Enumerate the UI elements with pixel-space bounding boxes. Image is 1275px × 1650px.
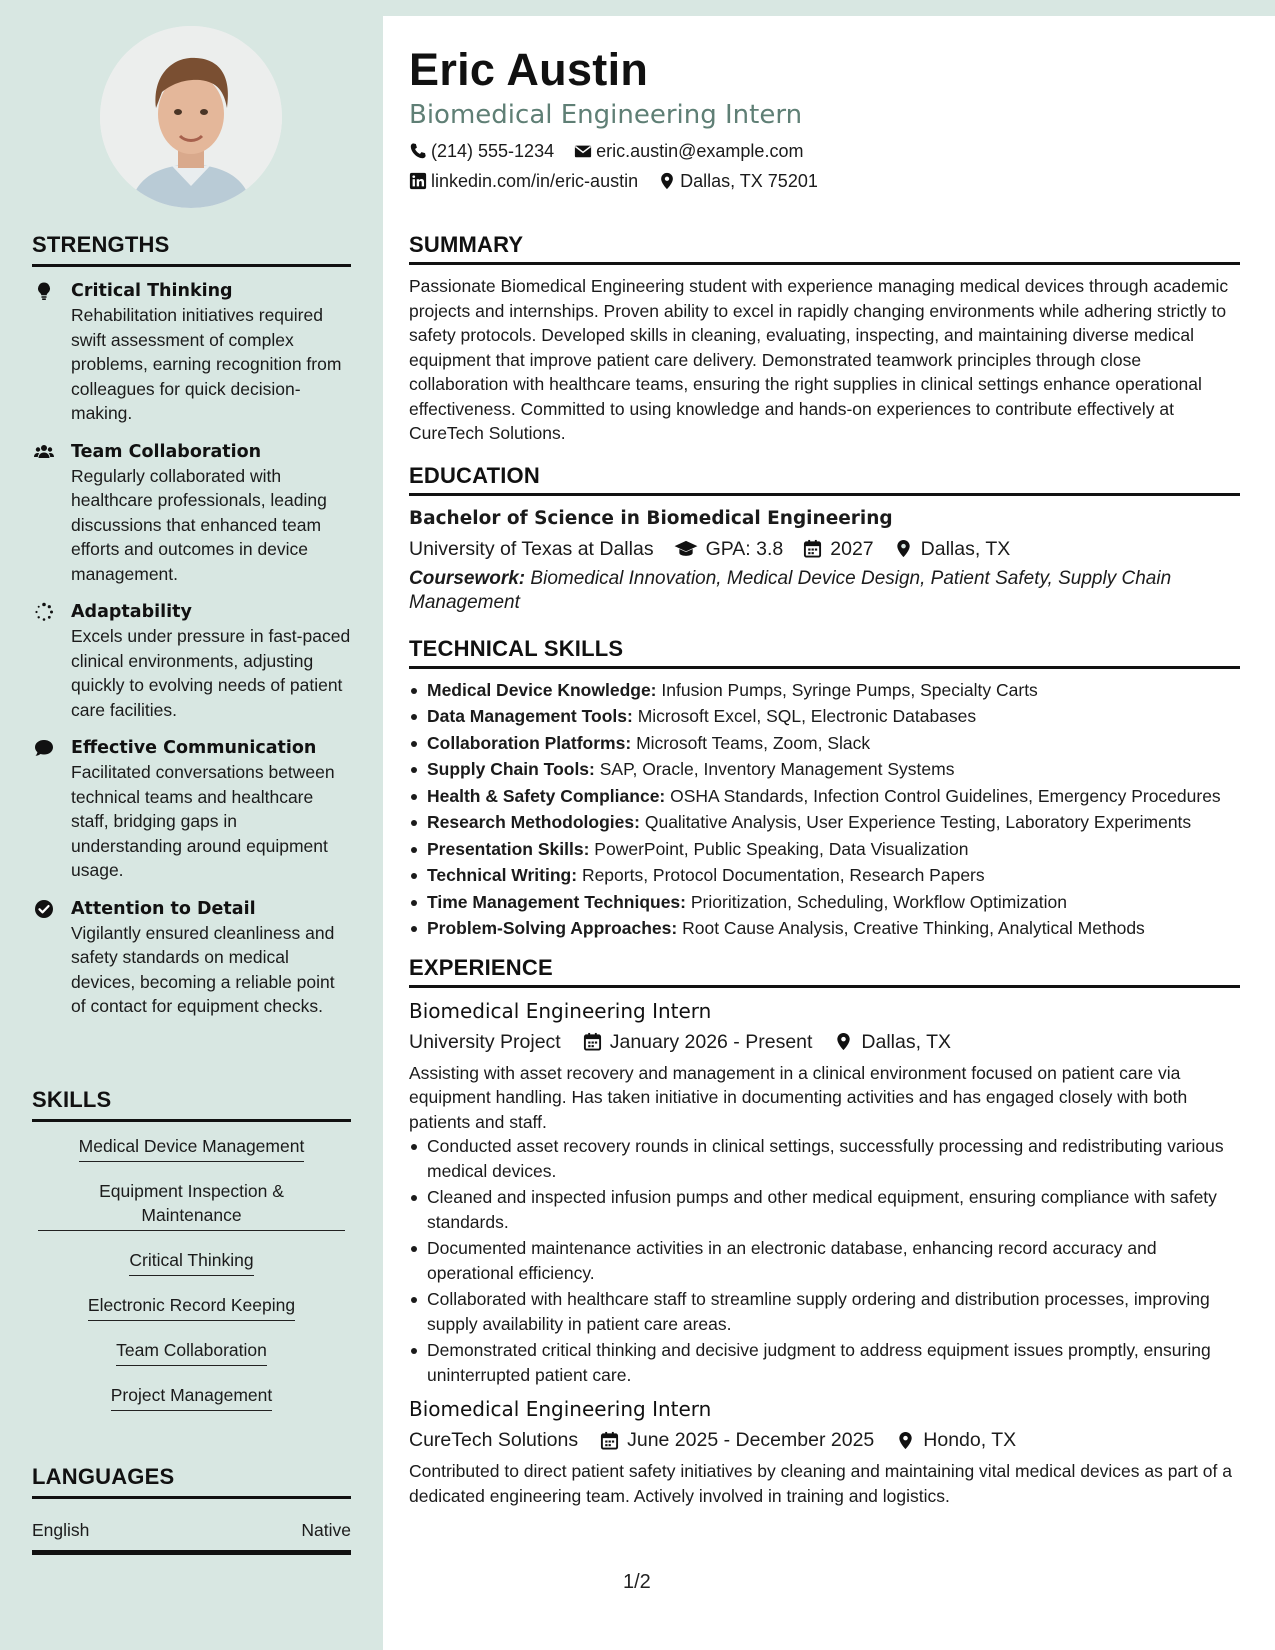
technical-skills-section xyxy=(409,636,1240,941)
year-item xyxy=(795,534,873,564)
strength-item xyxy=(32,440,351,587)
tech-skill-label: Technical Writing: xyxy=(427,865,578,885)
strength-title: Adaptability xyxy=(71,602,192,622)
users-icon xyxy=(34,442,54,462)
degree-title: Bachelor of Science in Biomedical Engineering xyxy=(409,507,893,529)
linkedin-icon xyxy=(409,172,427,190)
skill-tag: Team Collaboration xyxy=(116,1338,267,1366)
skill-tag: Medical Device Management xyxy=(79,1134,305,1162)
tech-skill-item xyxy=(409,837,1240,862)
tech-skill-value: Reports, Protocol Documentation, Research Papers xyxy=(581,865,985,885)
language-name: English xyxy=(32,1520,90,1540)
tech-skill-value: Prioritization, Scheduling, Workflow Optimization xyxy=(690,891,1067,912)
tech-skill-item xyxy=(409,890,1240,915)
tech-skill-label: Presentation Skills: xyxy=(427,838,590,859)
strength-item xyxy=(32,279,351,426)
strength-desc: Vigilantly ensured cleanliness and safety standards on medical devices, becoming a reliable point of contact for equipment checks. xyxy=(71,922,335,1016)
tech-skill-item xyxy=(409,784,1240,809)
tech-skill-label: Problem-Solving Approaches: xyxy=(427,918,678,938)
job-meta xyxy=(409,1027,1240,1057)
calendar-icon xyxy=(803,539,822,558)
map-pin-icon xyxy=(894,539,913,558)
job-location: Hondo, TX xyxy=(923,1429,1017,1451)
job-bullet: Conducted asset recovery rounds in clinical settings, successfully processing and redistributing various medical devices. xyxy=(409,1134,1240,1183)
strength-desc: Regularly collaborated with healthcare professionals, leading discussions that enhanced team efforts and outcomes in device management. xyxy=(71,465,327,584)
technical-skills-list xyxy=(409,678,1240,941)
strength-desc: Excels under pressure in fast-paced clinical environments, adjusting quickly to evolving needs of patient care facilities. xyxy=(71,626,351,720)
main-column xyxy=(409,16,1240,1508)
location-item xyxy=(658,167,818,195)
job-meta xyxy=(409,1425,1240,1455)
skills-title: SKILLS xyxy=(32,1087,351,1122)
coursework-text: Biomedical Innovation, Medical Device Design, Patient Safety, Supply Chain Management xyxy=(409,567,1172,613)
map-pin-icon xyxy=(896,1431,915,1450)
location-text: Dallas, TX 75201 xyxy=(680,171,818,191)
year-text: 2027 xyxy=(830,537,874,560)
job-org: University Project xyxy=(409,1030,561,1053)
phone-text: (214) 555-1234 xyxy=(431,141,555,161)
tech-skill-value: Root Cause Analysis, Creative Thinking, Analytical Methods xyxy=(682,918,1145,938)
job-entry xyxy=(409,997,1240,1388)
job-org-item xyxy=(409,1425,578,1455)
summary-text: Passionate Biomedical Engineering student with experience managing medical devices through academic projects and internships. Proven ability to excel in rapidly changing environments while adhering strictly to safety protocols. Developed skills in cleaning, evaluating, inspecting, and maintaining diverse medical equipment that improve patient care delivery. Demonstrated teamwork principles through close collaboration with healthcare teams, ensuring the right supplies in clinical settings enhance operational effectiveness. Committed to using knowledge and hands-on experiences to contribute effectively at CureTech Solutions. xyxy=(409,276,1229,443)
strength-item xyxy=(32,897,351,1019)
job-location-item xyxy=(824,1027,951,1057)
linkedin-item[interactable] xyxy=(409,167,638,195)
job-dates: January 2026 - Present xyxy=(609,1030,813,1053)
job-bullet: Cleaned and inspected infusion pumps and other medical equipment, ensuring compliance with safety standards. xyxy=(409,1185,1240,1234)
email-text: eric.austin@example.com xyxy=(596,141,804,161)
strength-desc: Rehabilitation initiatives required swift assessment of complex problems, earning recognition from colleagues for quick decision-making. xyxy=(71,305,342,423)
tech-skill-value: Microsoft Excel, SQL, Electronic Databases xyxy=(637,706,977,726)
school-name: University of Texas at Dallas xyxy=(409,537,654,560)
skill-tag: Project Management xyxy=(111,1383,272,1411)
tech-skill-item xyxy=(409,757,1240,782)
summary-section xyxy=(409,232,1240,446)
job-bullet: Demonstrated critical thinking and decisive judgment to address equipment issues promptly, ensuring uninterrupted patient care. xyxy=(409,1338,1240,1387)
job-title: Biomedical Engineering Intern xyxy=(409,1397,712,1421)
skill-tag: Critical Thinking xyxy=(129,1248,253,1276)
education-meta xyxy=(409,534,1240,564)
candidate-role: Biomedical Engineering Intern xyxy=(409,100,803,130)
strength-title: Effective Communication xyxy=(71,738,317,758)
tech-skill-label: Collaboration Platforms: xyxy=(427,732,632,753)
coursework xyxy=(409,567,1240,616)
edu-location-item xyxy=(886,534,1011,564)
speech-bubble-icon xyxy=(34,738,54,758)
job-org: CureTech Solutions xyxy=(409,1429,579,1451)
job-location: Dallas, TX xyxy=(861,1030,952,1053)
strength-item xyxy=(32,736,351,883)
job-dates-item xyxy=(590,1425,874,1455)
tech-skill-value: Qualitative Analysis, User Experience Testing, Laboratory Experiments xyxy=(644,812,1192,832)
tech-skill-label: Time Management Techniques: xyxy=(427,891,686,912)
job-location-item xyxy=(886,1425,1016,1455)
gpa-item xyxy=(666,534,784,564)
strength-desc: Facilitated conversations between technical teams and healthcare staff, bridging gaps in understanding around equipment usage. xyxy=(71,762,335,880)
tech-skill-value: OSHA Standards, Infection Control Guidelines, Emergency Procedures xyxy=(670,785,1221,806)
email-item[interactable] xyxy=(574,137,803,165)
phone-icon xyxy=(409,142,427,160)
calendar-icon xyxy=(600,1431,619,1450)
avatar xyxy=(100,26,282,208)
skill-tag: Equipment Inspection & Maintenance xyxy=(38,1179,345,1231)
coursework-label: Coursework: xyxy=(409,567,526,589)
job-bullet: Documented maintenance activities in an electronic database, enhancing record accuracy and operational efficiency. xyxy=(409,1236,1240,1285)
experience-title: EXPERIENCE xyxy=(409,955,1240,988)
tech-skill-item xyxy=(409,810,1240,835)
tech-skill-label: Health & Safety Compliance: xyxy=(427,785,666,806)
top-band xyxy=(383,0,1275,16)
skill-tag: Electronic Record Keeping xyxy=(88,1293,295,1321)
tech-skill-label: Research Methodologies: xyxy=(427,812,640,832)
languages-title: LANGUAGES xyxy=(32,1464,351,1499)
job-bullet: Collaborated with healthcare staff to streamline supply ordering and distribution processes, improving supply availability in patient care areas. xyxy=(409,1287,1240,1336)
tech-skill-item xyxy=(409,704,1240,729)
job-title: Biomedical Engineering Intern xyxy=(409,998,712,1023)
summary-title: SUMMARY xyxy=(409,232,1240,265)
job-bullets xyxy=(409,1134,1240,1387)
strength-item xyxy=(32,600,351,722)
experience-section xyxy=(409,955,1240,1509)
calendar-icon xyxy=(583,1032,602,1051)
strengths-title: STRENGTHS xyxy=(32,232,351,267)
strengths-section xyxy=(32,232,351,1019)
envelope-icon xyxy=(574,142,592,160)
tech-skill-value: Infusion Pumps, Syringe Pumps, Specialty Carts xyxy=(661,679,1038,700)
tech-skill-value: PowerPoint, Public Speaking, Data Visualization xyxy=(594,838,969,859)
map-pin-icon xyxy=(658,172,676,190)
candidate-name: Eric Austin xyxy=(409,44,649,95)
school-item xyxy=(409,534,654,564)
job-description: Contributed to direct patient safety initiatives by cleaning and maintaining vital medical devices as part of a dedicated engineering team. Actively involved in training and logistics. xyxy=(409,1461,1232,1506)
map-pin-icon xyxy=(834,1032,853,1051)
languages-section xyxy=(32,1464,351,1555)
spinner-icon xyxy=(34,602,54,622)
tech-skill-label: Supply Chain Tools: xyxy=(427,759,595,779)
strength-title: Attention to Detail xyxy=(71,898,256,919)
job-entry xyxy=(409,1395,1240,1508)
tech-skill-label: Data Management Tools: xyxy=(427,706,633,726)
job-description: Assisting with asset recovery and management in a clinical environment focused on patient care via equipment handling. Has taken initiative in documenting activities and has engaged closely with both patients and staff. xyxy=(409,1062,1188,1132)
technical-skills-title: TECHNICAL SKILLS xyxy=(409,636,1240,669)
job-org-item xyxy=(409,1027,561,1057)
strength-title: Critical Thinking xyxy=(71,281,233,301)
tech-skill-label: Medical Device Knowledge: xyxy=(427,679,657,700)
tech-skill-value: SAP, Oracle, Inventory Management Systems xyxy=(599,759,955,779)
contact-row xyxy=(409,167,1240,195)
contact-row xyxy=(409,137,1240,165)
tech-skill-item xyxy=(409,731,1240,756)
education-title: EDUCATION xyxy=(409,463,1240,496)
page-number: 1/2 xyxy=(623,1571,651,1593)
language-level: Native xyxy=(301,1520,351,1540)
graduation-cap-icon xyxy=(674,539,698,558)
phone-item[interactable] xyxy=(409,137,554,165)
check-circle-icon xyxy=(34,899,54,919)
skills-section xyxy=(32,1087,351,1428)
lightbulb-icon xyxy=(34,281,54,301)
job-dates: June 2025 - December 2025 xyxy=(627,1429,875,1451)
tech-skill-item xyxy=(409,863,1240,888)
tech-skill-item xyxy=(409,916,1240,941)
profile-photo xyxy=(100,26,282,208)
language-row xyxy=(32,1520,351,1555)
linkedin-text: linkedin.com/in/eric-austin xyxy=(431,171,639,191)
gpa-text: GPA: 3.8 xyxy=(705,537,784,560)
strength-title: Team Collaboration xyxy=(71,441,262,462)
tech-skill-value: Microsoft Teams, Zoom, Slack xyxy=(636,732,871,753)
education-section xyxy=(409,463,1240,616)
tech-skill-item xyxy=(409,678,1240,703)
skills-list xyxy=(32,1134,351,1428)
edu-location-text: Dallas, TX xyxy=(920,537,1011,560)
job-dates-item xyxy=(573,1027,813,1057)
